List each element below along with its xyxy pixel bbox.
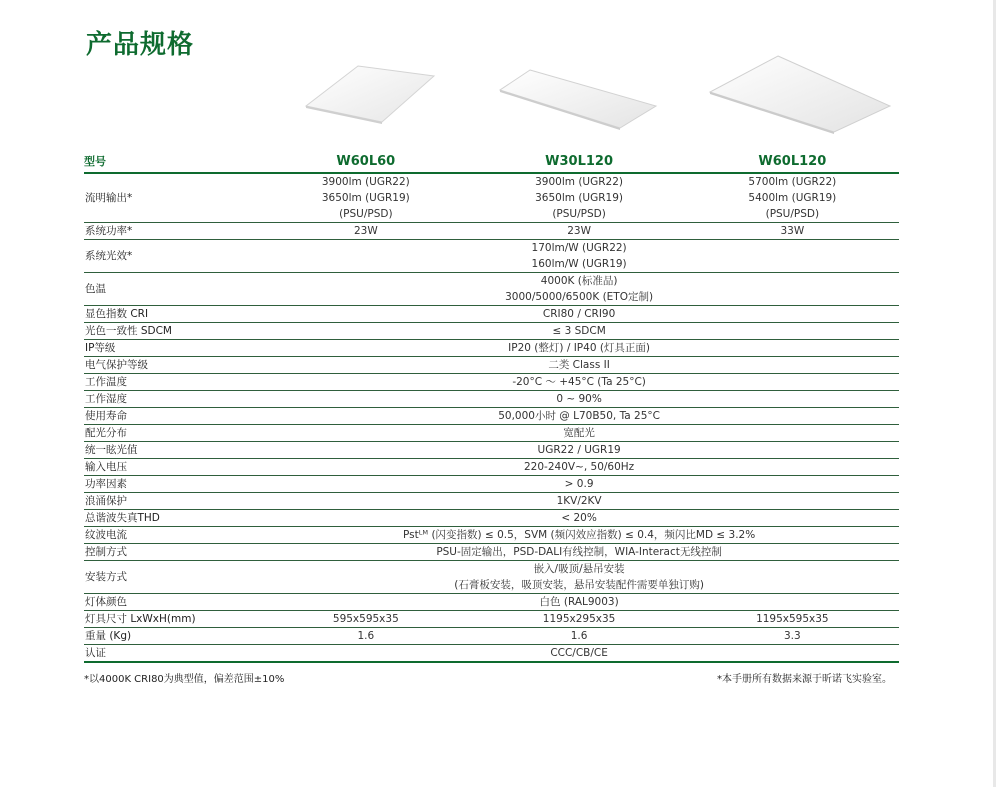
row-value: [259, 476, 899, 493]
row-value: [259, 493, 899, 510]
row-label: 工作湿度: [84, 391, 259, 408]
row-value: [259, 628, 472, 645]
row-value: [686, 628, 899, 645]
row-label: IP等级: [84, 340, 259, 357]
table-row: [84, 323, 899, 340]
row-label: 认证: [84, 645, 259, 663]
row-label: 系统光效*: [84, 240, 259, 273]
panel-image-w30l120: [494, 66, 660, 134]
value-line: (石膏板安装，吸顶安装，悬吊安装配件需要单独订购): [454, 579, 704, 591]
table-header-row: [84, 152, 899, 173]
row-value: [259, 408, 899, 425]
table-row: [84, 306, 899, 323]
value-line: (PSU/PSD): [765, 208, 820, 220]
value-line: 160lm/W (UGR19): [531, 258, 627, 270]
row-label: 使用寿命: [84, 408, 259, 425]
value-line: 1KV/2KV: [556, 495, 602, 507]
row-value: [259, 459, 899, 476]
table-row: [84, 357, 899, 374]
panel-image-w60l60: [300, 62, 440, 126]
model-header-w60l60: W60L60: [259, 152, 472, 173]
value-line: 3.3: [784, 630, 801, 642]
value-line: 3650lm (UGR19): [535, 192, 624, 204]
value-line: IP20 (整灯) / IP40 (灯具正面): [508, 342, 651, 354]
table-row: [84, 374, 899, 391]
row-value: [259, 594, 899, 611]
row-label: 灯体颜色: [84, 594, 259, 611]
value-line: 5400lm (UGR19): [748, 192, 837, 204]
value-line: 50,000小时 @ L70B50, Ta 25°C: [498, 410, 660, 422]
row-label: 重量 (Kg): [84, 628, 259, 645]
table-row: [84, 273, 899, 306]
row-label: 电气保护等级: [84, 357, 259, 374]
table-row: [84, 425, 899, 442]
value-line: 0 ~ 90%: [556, 393, 602, 405]
value-line: 3900lm (UGR22): [321, 176, 410, 188]
value-line: UGR22 / UGR19: [537, 444, 621, 456]
row-label: 安装方式: [84, 561, 259, 594]
value-line: 170lm/W (UGR22): [531, 242, 627, 254]
value-line: ≤ 3 SDCM: [552, 325, 606, 337]
table-row: [84, 391, 899, 408]
row-value: [259, 544, 899, 561]
row-label: 灯具尺寸 LxWxH(mm): [84, 611, 259, 628]
table-row: [84, 493, 899, 510]
value-line: CCC/CB/CE: [550, 647, 608, 659]
spec-table: [84, 152, 899, 663]
row-value: [472, 173, 685, 223]
row-value: [259, 306, 899, 323]
value-line: < 20%: [561, 512, 597, 524]
row-value: [259, 323, 899, 340]
table-row: [84, 173, 899, 223]
value-line: 1195x295x35: [542, 613, 616, 625]
value-line: 23W: [353, 225, 378, 237]
table-row: [84, 645, 899, 663]
value-line: 1.6: [357, 630, 375, 642]
row-value: [686, 223, 899, 240]
table-row: [84, 340, 899, 357]
panel-image-w60l120: [706, 52, 894, 136]
row-value: [259, 374, 899, 391]
value-line: -20°C ～ +45°C (Ta 25°C): [512, 376, 646, 388]
table-row: [84, 240, 899, 273]
row-label: 控制方式: [84, 544, 259, 561]
table-row: [84, 561, 899, 594]
value-line: Pstᴸᴹ (闪变指数) ≤ 0.5，SVM (频闪效应指数) ≤ 0.4，频闪比MD ≤ 3.2%: [402, 529, 756, 541]
model-header-w30l120: W30L120: [472, 152, 685, 173]
value-line: 23W: [567, 225, 591, 237]
model-label-header: 型号: [84, 152, 259, 173]
row-value: [259, 561, 899, 594]
value-line: 3900lm (UGR22): [535, 176, 624, 188]
table-row: [84, 223, 899, 240]
table-row: [84, 442, 899, 459]
row-label: 配光分布: [84, 425, 259, 442]
value-line: 5700lm (UGR22): [748, 176, 837, 188]
row-value: [259, 240, 899, 273]
row-value: [472, 611, 685, 628]
row-value: [472, 628, 685, 645]
row-value: [259, 173, 472, 223]
spec-table-body: [84, 173, 899, 662]
value-line: 220-240V~, 50/60Hz: [524, 461, 635, 473]
table-row: [84, 408, 899, 425]
row-value: [259, 391, 899, 408]
row-value: [259, 442, 899, 459]
row-label: 工作温度: [84, 374, 259, 391]
row-value: [259, 425, 899, 442]
value-line: 宽配光: [563, 427, 595, 439]
row-label: 纹波电流: [84, 527, 259, 544]
row-label: 系统功率*: [84, 223, 259, 240]
value-line: (PSU/PSD): [552, 208, 606, 220]
row-label: 总谐波失真THD: [84, 510, 259, 527]
value-line: CRI80 / CRI90: [542, 308, 616, 320]
row-value: [259, 611, 472, 628]
row-value: [259, 357, 899, 374]
row-value: [259, 273, 899, 306]
value-line: 595x595x35: [332, 613, 399, 625]
row-value: [686, 611, 899, 628]
footnote-left: *以4000K CRI80为典型值，偏差范围±10%: [84, 674, 285, 685]
row-value: [686, 173, 899, 223]
table-row: [84, 594, 899, 611]
value-line: 1195x595x35: [756, 613, 829, 625]
row-value: [259, 527, 899, 544]
value-line: (PSU/PSD): [339, 208, 393, 220]
model-header-w60l120: W60L120: [686, 152, 899, 173]
table-row: [84, 476, 899, 493]
page-title: 产品规格: [86, 30, 195, 60]
row-value: [259, 510, 899, 527]
table-row: [84, 510, 899, 527]
row-label: 输入电压: [84, 459, 259, 476]
table-row: [84, 527, 899, 544]
row-label: 流明输出*: [84, 173, 259, 223]
value-line: 3650lm (UGR19): [321, 192, 410, 204]
table-row: [84, 628, 899, 645]
row-label: 功率因素: [84, 476, 259, 493]
footnote-right: *本手册所有数据来源于昕诺飞实验室。: [717, 674, 892, 685]
row-label: 光色一致性 SDCM: [84, 323, 259, 340]
value-line: 3000/5000/6500K (ETO定制): [505, 291, 654, 303]
value-line: 二类 Class II: [548, 359, 610, 371]
row-label: 浪涌保护: [84, 493, 259, 510]
table-row: [84, 544, 899, 561]
row-label: 统一眩光值: [84, 442, 259, 459]
row-value: [472, 223, 685, 240]
value-line: 嵌入/吸顶/悬吊安装: [533, 563, 625, 575]
table-row: [84, 611, 899, 628]
value-line: 1.6: [570, 630, 588, 642]
row-value: [259, 340, 899, 357]
value-line: 白色 (RAL9003): [539, 596, 619, 608]
row-value: [259, 645, 899, 663]
value-line: > 0.9: [564, 478, 594, 490]
value-line: 4000K (标准品): [540, 275, 618, 287]
value-line: PSU-固定输出，PSD-DALI有线控制，WIA-Interact无线控制: [436, 546, 722, 558]
row-label: 色温: [84, 273, 259, 306]
row-value: [259, 223, 472, 240]
value-line: 33W: [780, 225, 805, 237]
table-row: [84, 459, 899, 476]
row-label: 显色指数 CRI: [84, 306, 259, 323]
